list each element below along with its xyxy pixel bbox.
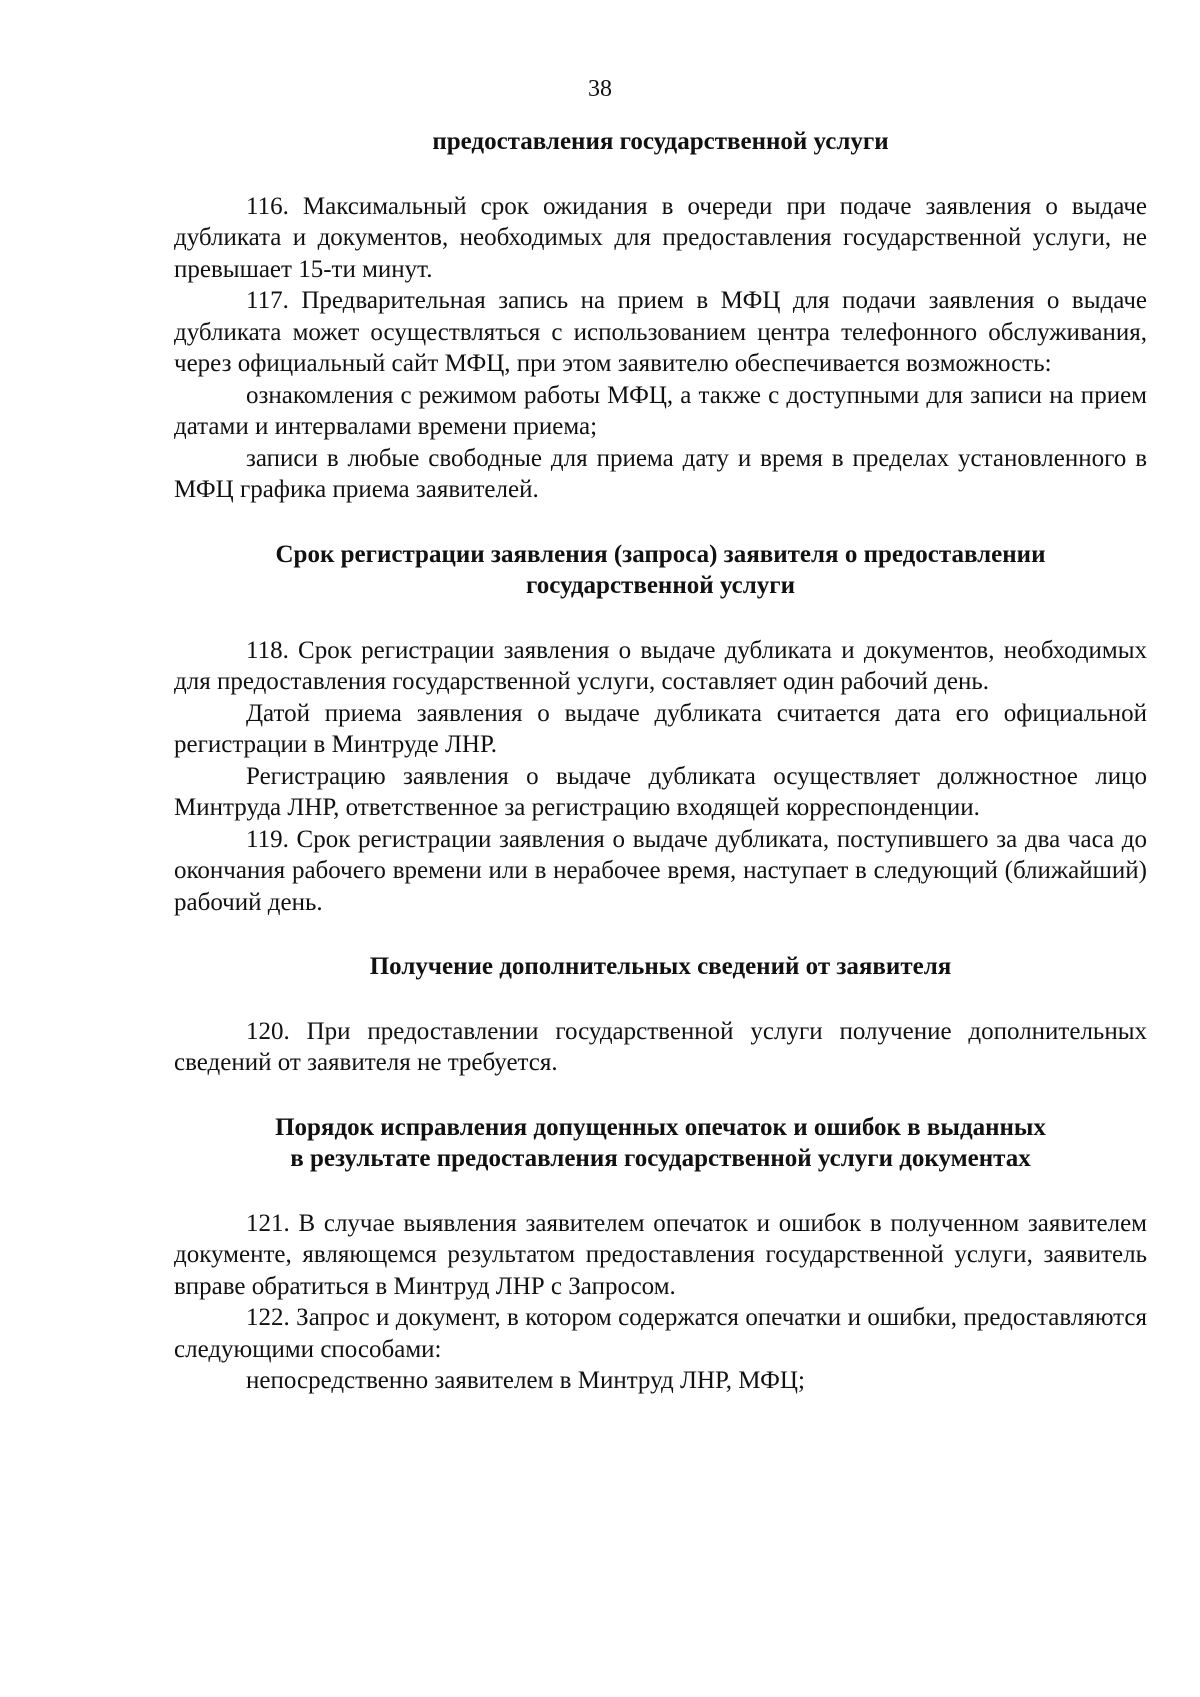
spacer	[174, 506, 1147, 539]
section-heading	[174, 1112, 1147, 1175]
spacer	[174, 602, 1147, 635]
spacer	[174, 983, 1147, 1016]
heading-line: Срок регистрации заявления (запроса) заявителя о предоставлении	[275, 540, 1046, 568]
heading-line: Получение дополнительных сведений от заявителя	[369, 953, 952, 980]
spacer	[174, 158, 1147, 191]
heading-line: предоставления государственной услуги	[432, 128, 889, 155]
section-heading	[174, 126, 1147, 158]
spacer	[174, 1175, 1147, 1208]
paragraph: 120. При предоставлении государственной услуги получение дополнительных сведений от заявителя не требуется.	[174, 1017, 1147, 1076]
paragraph: 117. Предварительная запись на прием в МФЦ для подачи заявления о выдаче дубликата может осуществляться с использованием центра телефонного обслуживания, через официальный сайт МФЦ, при этом заявителю обеспечивается возможность:	[174, 287, 1147, 377]
section-heading	[174, 951, 1147, 983]
paragraph: записи в любые свободные для приема дату и время в пределах установленного в МФЦ графика приема заявителей.	[174, 444, 1147, 503]
paragraph: 122. Запрос и документ, в котором содержатся опечатки и ошибки, предоставляются следующими способами:	[174, 1304, 1147, 1363]
paragraph: Регистрацию заявления о выдаче дубликата осуществляет должностное лицо Минтруда ЛНР, ответственное за регистрацию входящей корреспонденции.	[174, 762, 1147, 821]
heading-line: в результате предоставления государственной услуги документах	[290, 1145, 1031, 1172]
paragraph: 119. Срок регистрации заявления о выдаче дубликата, поступившего за два часа до окончания рабочего времени или в нерабочее время, наступает в следующий (ближайший) рабочий день.	[174, 825, 1147, 916]
paragraph: Датой приема заявления о выдаче дубликата считается дата его официальной регистрации в Минтруде ЛНР.	[174, 699, 1147, 758]
heading-line: государственной услуги	[525, 572, 796, 599]
document-body	[174, 126, 1147, 1397]
section-heading	[174, 539, 1147, 602]
paragraph: непосредственно заявителем в Минтруд ЛНР, МФЦ;	[246, 1367, 805, 1394]
spacer	[174, 1079, 1147, 1112]
heading-line: Порядок исправления допущенных опечаток и ошибок в выданных	[275, 1113, 1046, 1141]
page-number: 38	[588, 76, 612, 102]
paragraph: 118. Срок регистрации заявления о выдаче дубликата и документов, необходимых для предоставления государственной услуги, составляет один рабочий день.	[174, 636, 1147, 695]
paragraph: ознакомления с режимом работы МФЦ, а также с доступными для записи на прием датами и интервалами времени приема;	[174, 381, 1147, 440]
spacer	[174, 918, 1147, 951]
paragraph: 116. Максимальный срок ожидания в очереди при подаче заявления о выдаче дубликата и документов, необходимых для предоставления государственной услуги, не превышает 15-ти минут.	[174, 192, 1147, 283]
paragraph: 121. В случае выявления заявителем опечаток и ошибок в полученном заявителем документе, являющемся результатом предоставления государственной услуги, заявитель вправе обратиться в Минтруд ЛНР с Запросом.	[174, 1209, 1147, 1300]
